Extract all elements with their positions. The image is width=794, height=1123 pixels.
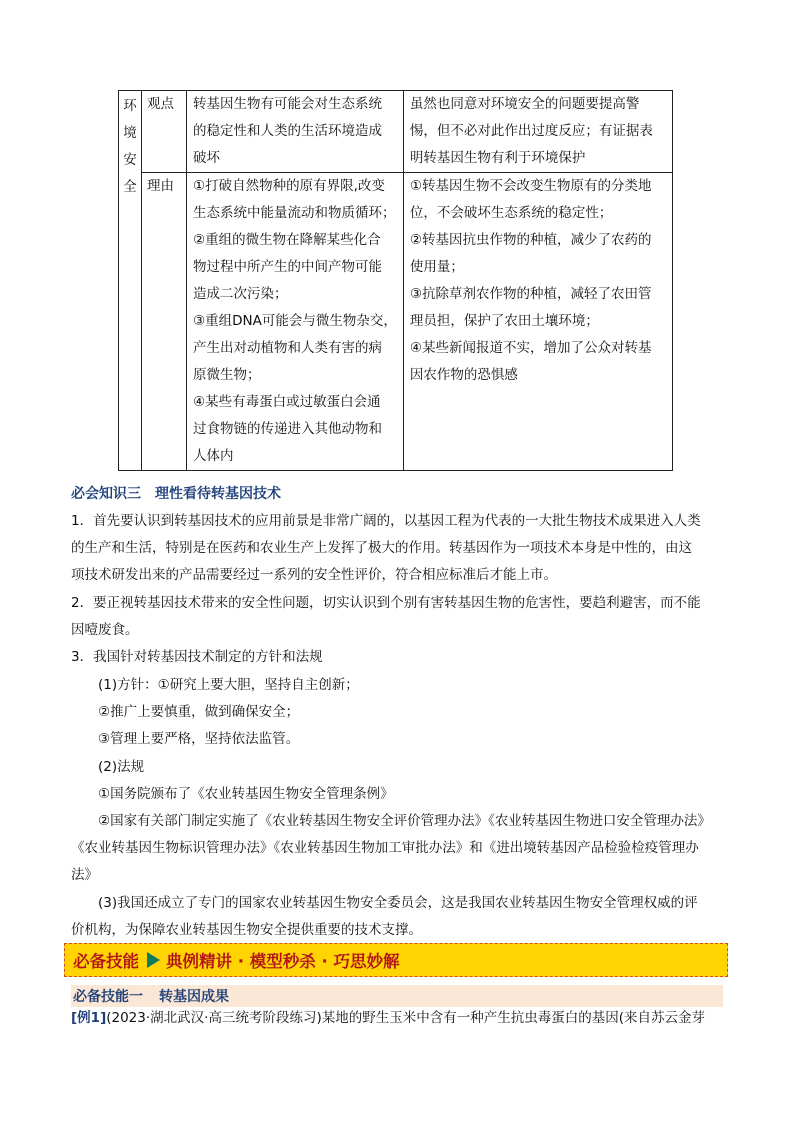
paragraph-line: 项技术研发出来的产品需要经过一系列的安全性评价，符合相应标准后才能上市。 — [71, 567, 557, 583]
cell-text-line: ③重组DNA可能会与微生物杂交， — [193, 313, 397, 329]
committee-line: 价机构，为保障农业转基因生物安全提供重要的技术支撑。 — [71, 922, 422, 938]
cell-text-line: 虽然也同意对环境安全的问题要提高警 — [409, 96, 640, 112]
section-title — [71, 483, 281, 503]
regulation-line: 《农业转基因生物标识管理办法》《农业转基因生物加工审批办法》和《进出境转基因产品检验检疫管理办 — [71, 840, 699, 856]
table-row-reason — [119, 173, 673, 471]
category-char: 境 — [123, 125, 137, 141]
cell-text-line: 惕，但不必对此作出过度反应；有证据表 — [409, 123, 653, 139]
cell-text-line: ②重组的微生物在降解某些化合 — [193, 232, 381, 248]
category-char: 全 — [123, 179, 137, 195]
cell-text-line: 位，不会破坏生态系统的稳定性； — [409, 205, 613, 221]
cell-text-line: ②转基因抗虫作物的种植，减少了农药的 — [409, 232, 652, 248]
section-heading: 理性看待转基因技术 — [155, 486, 281, 502]
row-label-reason: 理由 — [142, 173, 187, 471]
policy-line: (1)方针：①研究上要大胆，坚持自主创新； — [98, 677, 359, 693]
cell-text-line: 造成二次污染； — [193, 286, 288, 302]
cell-text-line: 转基因生物有可能会对生态系统 — [193, 96, 382, 112]
table-row-viewpoint — [119, 91, 673, 173]
cell-text-line: 产生出对动植物和人类有害的病 — [193, 340, 382, 356]
skills-banner — [64, 943, 728, 977]
cell-text-line: ①转基因生物不会改变生物原有的分类地 — [409, 178, 652, 194]
cell-text-line: 物过程中所产生的中间产物可能 — [193, 259, 382, 275]
example-text: (2023·湖北武汉·高三统考阶段练习)某地的野生玉米中含有一种产生抗虫毒蛋白的基因(来自苏云金芽 — [106, 1010, 705, 1026]
paragraph-line: 的生产和生活，特别是在医药和农业生产上发挥了极大的作用。转基因作为一项技术本身是中性的，由这 — [71, 540, 692, 556]
skill-label: 必备技能一 — [73, 989, 143, 1005]
row-label-viewpoint: 观点 — [142, 91, 187, 173]
cell-text-line: ③抗除草剂农作物的种植，减轻了农田管 — [409, 286, 652, 302]
cell-text-line: 理员担，保护了农田土壤环境； — [409, 313, 599, 329]
cell-text-line: 人体内 — [193, 448, 234, 464]
cell-text-line: 使用量； — [409, 259, 464, 275]
cell-text-line: 生态系统中能量流动和物质循环； — [193, 205, 396, 221]
section-label: 必会知识三 — [71, 486, 141, 502]
cell-text-line: 原微生物； — [193, 367, 261, 383]
example-line — [71, 1006, 705, 1026]
play-triangle-icon — [147, 952, 160, 968]
example-tag: [例1] — [71, 1010, 107, 1026]
regulation-line: 法》 — [71, 867, 98, 883]
skill-title: 转基因成果 — [159, 989, 229, 1005]
cell-text-line: 明转基因生物有利于环境保护 — [409, 150, 586, 166]
cell-text-line: ①打破自然物种的原有界限,改变 — [193, 178, 385, 194]
committee-line: (3)我国还成立了专门的国家农业转基因生物安全委员会，这是我国农业转基因生物安全管理权威的评 — [98, 895, 698, 911]
con-reason-cell — [403, 173, 672, 471]
policy-line: ②推广上要慎重，做到确保安全； — [98, 704, 300, 720]
regulation-line: (2)法规 — [98, 759, 145, 775]
category-char: 环 — [123, 98, 137, 114]
cell-text-line: 过食物链的传递进入其他动物和 — [193, 421, 382, 437]
paragraph-line: 1．首先要认识到转基因技术的应用前景是非常广阔的，以基因工程为代表的一大批生物技术成果进入人类 — [71, 513, 701, 529]
cell-text-line: 因农作物的恐惧感 — [409, 367, 518, 383]
regulation-line: ②国家有关部门制定实施了《农业转基因生物安全评价管理办法》《农业转基因生物进口安全管理办法》 — [98, 813, 711, 829]
pro-viewpoint-cell — [187, 91, 404, 173]
banner-subtitle: 典例精讲 · 模型秒杀 · 巧思妙解 — [166, 952, 400, 971]
cell-text-line: ④某些有毒蛋白或过敏蛋白会通 — [193, 394, 381, 410]
environment-safety-table — [118, 90, 673, 471]
banner-title: 必备技能 — [73, 952, 139, 971]
skill-heading — [71, 985, 723, 1007]
cell-text-line: 的稳定性和人类的生活环境造成 — [193, 123, 382, 139]
paragraph-line: 3．我国针对转基因技术制定的方针和法规 — [71, 649, 323, 665]
category-char: 安 — [123, 152, 137, 168]
cell-text-line: 破坏 — [193, 150, 220, 166]
paragraph-line: 因噎废食。 — [71, 622, 139, 638]
regulation-line: ①国务院颁布了《农业转基因生物安全管理条例》 — [98, 786, 394, 802]
cell-text-line: ④某些新闻报道不实，增加了公众对转基 — [409, 340, 652, 356]
con-viewpoint-cell — [403, 91, 672, 173]
paragraph-line: 2．要正视转基因技术带来的安全性问题，切实认识到个别有害转基因生物的危害性，要趋利避害，而不能 — [71, 595, 701, 611]
pro-reason-cell — [187, 173, 404, 471]
policy-line: ③管理上要严格，坚持依法监管。 — [98, 731, 300, 747]
category-cell — [119, 91, 142, 471]
